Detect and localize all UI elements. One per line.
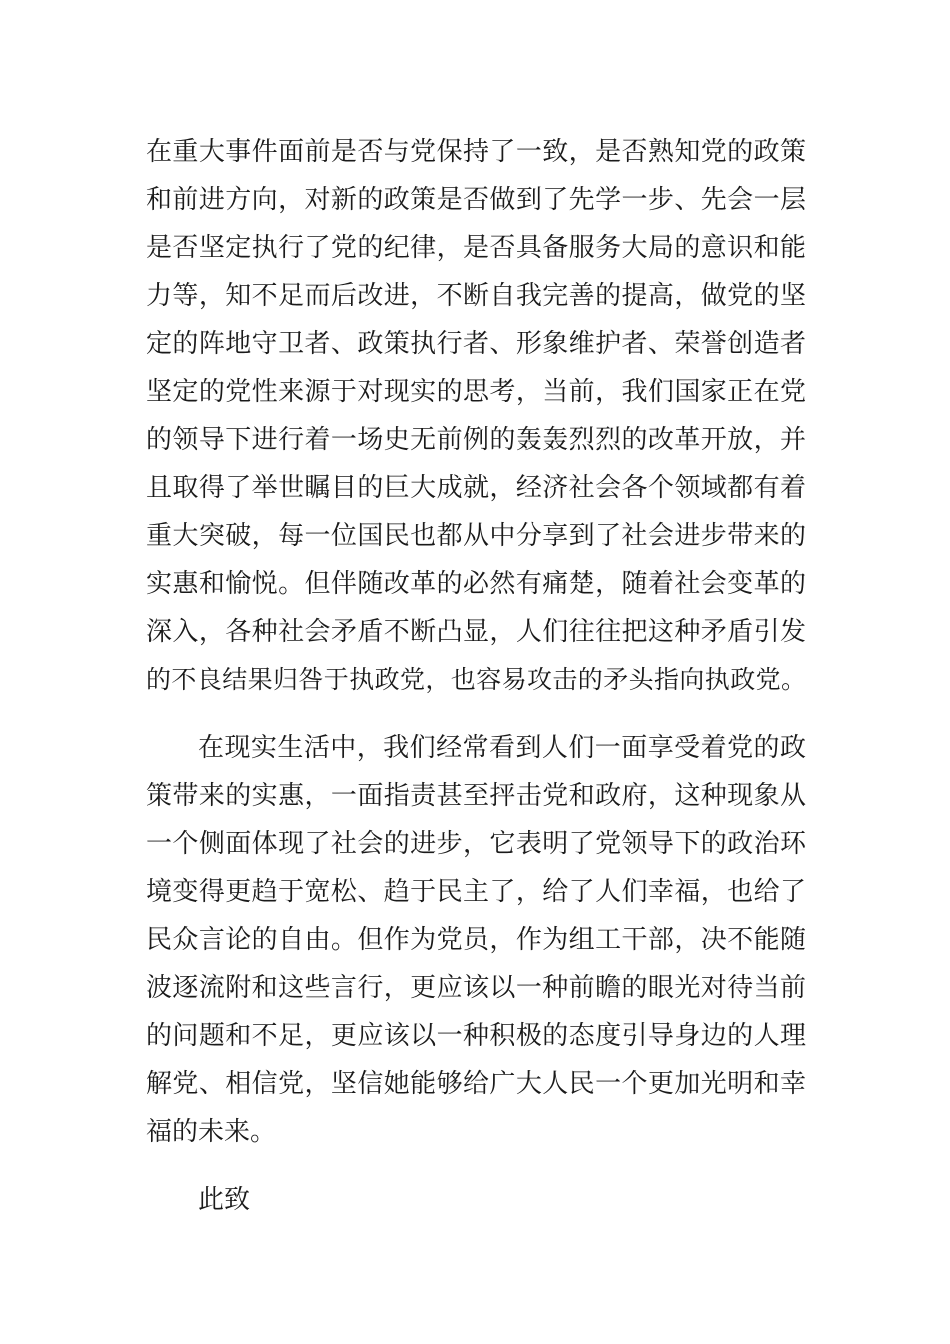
paragraph-2-line-2: 策带来的实惠，一面指责甚至抨击党和政府，这种现象从 [146,781,806,811]
paragraph-2-line-5: 民众言论的自由。但作为党员，作为组工干部，决不能随 [146,925,806,955]
paragraph-2-line-1: 在现实生活中，我们经常看到人们一面享受着党的政 [198,733,806,763]
paragraph-1-line-10: 实惠和愉悦。但伴随改革的必然有痛楚，随着社会变革的 [146,569,806,599]
paragraph-1-line-4: 力等，知不足而后改进，不断自我完善的提高，做党的坚 [146,281,806,311]
paragraph-2-line-9: 福的未来。 [146,1117,277,1147]
paragraph-1-line-7: 的领导下进行着一场史无前例的轰轰烈烈的改革开放，并 [146,425,806,455]
paragraph-2-line-6: 波逐流附和这些言行，更应该以一种前瞻的眼光对待当前 [146,973,806,1003]
paragraph-1-line-12: 的不良结果归咎于执政党，也容易攻击的矛头指向执政党。 [146,665,806,694]
paragraph-1-line-1: 在重大事件面前是否与党保持了一致，是否熟知党的政策 [146,137,806,167]
paragraph-1-line-5: 定的阵地守卫者、政策执行者、形象维护者、荣誉创造者 [146,329,806,359]
paragraph-1-line-8: 且取得了举世瞩目的巨大成就，经济社会各个领域都有着 [146,473,806,503]
paragraph-2-line-8: 解党、相信党，坚信她能够给广大人民一个更加光明和幸 [146,1069,806,1099]
paragraph-2-line-7: 的问题和不足，更应该以一种积极的态度引导身边的人理 [146,1021,806,1051]
paragraph-1-line-6: 坚定的党性来源于对现实的思考，当前，我们国家正在党 [146,377,806,407]
paragraph-1-line-3: 是否坚定执行了党的纪律，是否具备服务大局的意识和能 [146,233,806,263]
paragraph-1-line-11: 深入，各种社会矛盾不断凸显，人们往往把这种矛盾引发 [146,617,806,647]
closing-salutation: 此致 [198,1185,251,1215]
paragraph-2-line-4: 境变得更趋于宽松、趋于民主了，给了人们幸福，也给了 [146,877,806,907]
paragraph-1-line-9: 重大突破，每一位国民也都从中分享到了社会进步带来的 [146,521,806,551]
paragraph-1-line-2: 和前进方向，对新的政策是否做到了先学一步、先会一层 [146,185,806,215]
paragraph-2-line-3: 一个侧面体现了社会的进步，它表明了党领导下的政治环 [146,829,806,859]
